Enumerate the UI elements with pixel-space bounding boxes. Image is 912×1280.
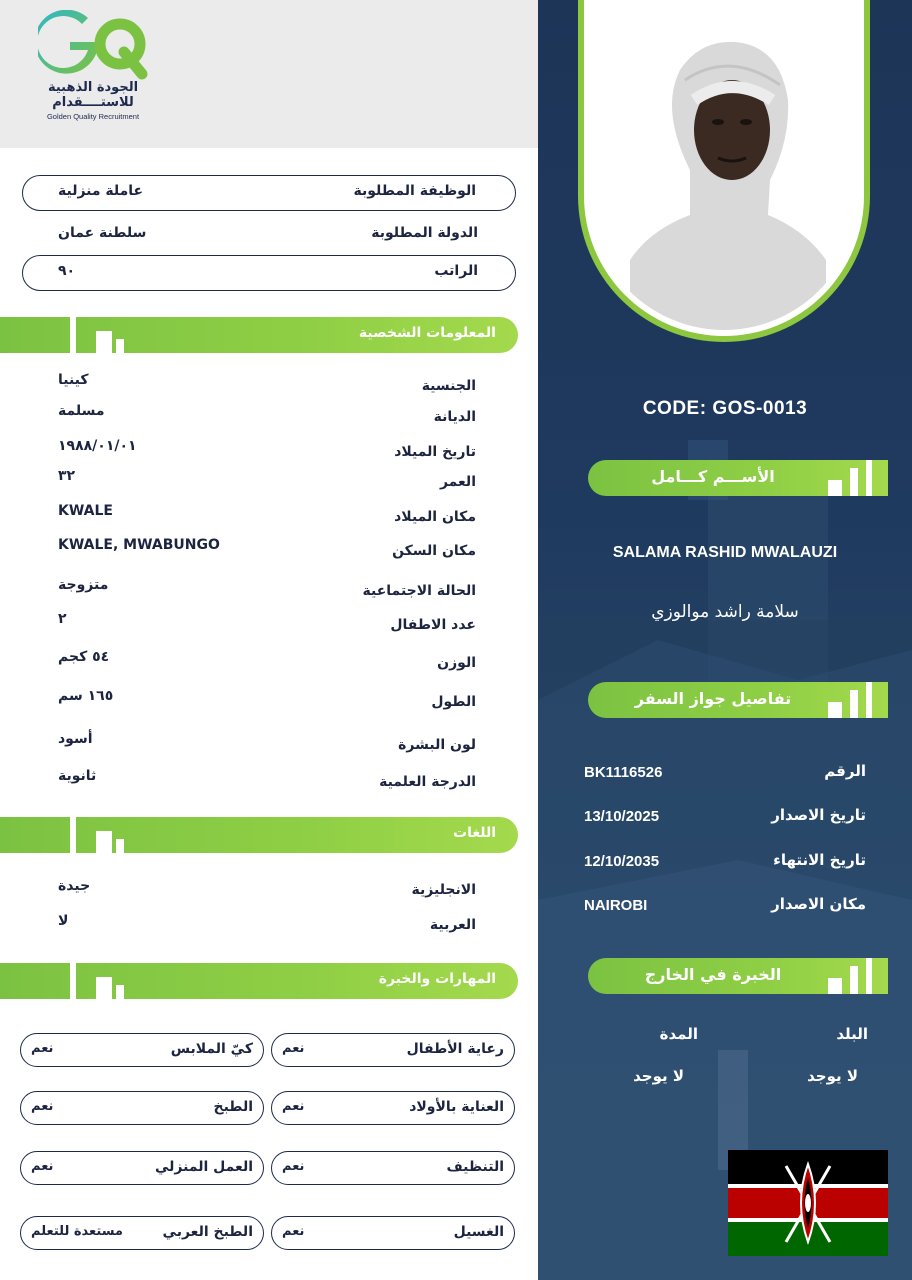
full-name-arabic: سلامة راشد موالوزي xyxy=(651,602,799,622)
bar-stripes-decoration xyxy=(70,963,130,999)
skill-label: التنظيف xyxy=(446,1159,504,1175)
personal-row-value: ١٩٨٨/٠١/٠١ xyxy=(58,438,137,454)
person-photo-icon xyxy=(590,0,858,330)
personal-row-label: مكان السكن xyxy=(392,543,476,559)
full-name-title: الأســـم كـــامل xyxy=(651,467,775,486)
personal-row-label: الدرجة العلمية xyxy=(379,774,476,790)
skill-item xyxy=(271,1033,515,1067)
languages-title: اللغات xyxy=(453,825,496,841)
skill-label: العناية بالأولاد xyxy=(409,1099,504,1115)
skill-label: كيّ الملابس xyxy=(170,1041,253,1057)
logo-arabic-line1: الجودة الذهبية xyxy=(47,80,139,95)
personal-row-label: العمر xyxy=(439,474,476,490)
experience-country-value: لا يوجد xyxy=(807,1067,858,1085)
experience-country-header: البلد xyxy=(836,1025,868,1043)
personal-row-label: الطول xyxy=(431,694,476,710)
passport-row-value: 13/10/2025 xyxy=(584,808,660,825)
passport-row-label: تاريخ الانتهاء xyxy=(773,851,866,869)
experience-title: الخبرة في الخارج xyxy=(644,965,782,984)
skill-value: نعم xyxy=(31,1041,54,1056)
salary-value: ٩٠ xyxy=(58,263,76,279)
personal-row-label: الحالة الاجتماعية xyxy=(362,583,476,599)
skill-item xyxy=(20,1033,264,1067)
skill-item xyxy=(20,1216,264,1250)
personal-row-value: KWALE xyxy=(58,503,113,519)
skill-label: الطبخ العربي xyxy=(162,1224,253,1240)
personal-row-value: ١٦٥ سم xyxy=(58,688,114,704)
cv-right-column xyxy=(538,0,912,1280)
job-position-value: عاملة منزلية xyxy=(58,183,144,199)
logo-header xyxy=(0,0,538,148)
passport-header xyxy=(588,682,888,718)
job-country-value: سلطنة عمان xyxy=(58,225,147,241)
skill-value: نعم xyxy=(282,1041,305,1056)
gq-logo-icon xyxy=(38,10,148,80)
personal-row-value: ٣٢ xyxy=(58,468,76,484)
kenya-flag-icon xyxy=(728,1150,888,1256)
personal-row-label: الجنسية xyxy=(421,378,476,394)
skills-title: المهارات والخبرة xyxy=(378,971,496,987)
company-logo xyxy=(28,10,158,121)
languages-header xyxy=(0,817,518,853)
skill-value: نعم xyxy=(282,1099,305,1114)
job-position-label: الوظيفة المطلوبة xyxy=(353,183,476,199)
personal-info-title: المعلومات الشخصية xyxy=(358,325,496,341)
language-row-value: لا xyxy=(58,913,69,929)
profile-photo-frame xyxy=(578,0,870,342)
personal-row-value: كينيا xyxy=(58,372,89,388)
skills-header xyxy=(0,963,518,999)
passport-row-value: NAIROBI xyxy=(584,897,648,914)
experience-duration-value: لا يوجد xyxy=(633,1067,684,1085)
personal-row-value: ثانوية xyxy=(58,768,97,784)
language-row-value: جيدة xyxy=(58,878,91,894)
profile-photo xyxy=(590,0,858,330)
skill-value: نعم xyxy=(31,1099,54,1114)
experience-header xyxy=(588,958,888,994)
passport-row-label: تاريخ الاصدار xyxy=(771,806,866,824)
personal-row-label: الوزن xyxy=(437,655,476,671)
personal-row-value: مسلمة xyxy=(58,403,105,419)
job-country-label: الدولة المطلوبة xyxy=(371,225,478,241)
skill-value: نعم xyxy=(282,1224,305,1239)
personal-info-header xyxy=(0,317,518,353)
skill-item xyxy=(271,1151,515,1185)
experience-duration-header: المدة xyxy=(659,1025,698,1043)
logo-arabic-line2: للاستــــقدام xyxy=(52,95,134,110)
personal-row-label: لون البشرة xyxy=(398,737,476,753)
language-row-label: العربية xyxy=(429,917,476,933)
personal-row-value: ٢ xyxy=(58,611,67,627)
skill-item xyxy=(20,1091,264,1125)
skill-label: رعاية الأطفال xyxy=(406,1041,504,1057)
personal-row-label: الديانة xyxy=(433,409,476,425)
skill-value: نعم xyxy=(31,1159,54,1174)
skill-label: الغسيل xyxy=(453,1224,504,1240)
salary-label: الراتب xyxy=(434,263,478,279)
cv-code: CODE: GOS-0013 xyxy=(642,398,808,419)
personal-row-value: أسود xyxy=(58,731,93,747)
skill-item xyxy=(271,1216,515,1250)
personal-row-label: عدد الاطفال xyxy=(390,617,476,633)
full-name-english: SALAMA RASHID MWALAUZI xyxy=(612,544,838,561)
bar-stripes-decoration xyxy=(826,958,888,994)
skill-value: مستعدة للتعلم xyxy=(31,1224,123,1239)
passport-row-value: 12/10/2035 xyxy=(584,853,660,870)
personal-row-label: مكان الميلاد xyxy=(394,509,476,525)
skill-item xyxy=(271,1091,515,1125)
passport-row-label: الرقم xyxy=(824,762,866,780)
personal-row-value: ٥٤ كجم xyxy=(58,649,110,665)
bar-stripes-decoration xyxy=(826,682,888,718)
passport-row-label: مكان الاصدار xyxy=(771,895,866,913)
logo-english-name: Golden Quality Recruitment xyxy=(46,112,140,121)
bar-stripes-decoration xyxy=(826,460,888,496)
full-name-header xyxy=(588,460,888,496)
passport-title: تفاصيل جواز السفر xyxy=(634,689,792,708)
skill-label: الطبخ xyxy=(213,1099,253,1115)
skill-item xyxy=(20,1151,264,1185)
skill-value: نعم xyxy=(282,1159,305,1174)
skill-label: العمل المنزلي xyxy=(155,1159,253,1175)
passport-row-value: BK1116526 xyxy=(584,764,663,781)
personal-row-value: KWALE, MWABUNGO xyxy=(58,537,220,553)
bar-stripes-decoration xyxy=(70,317,130,353)
personal-row-value: متزوجة xyxy=(58,577,109,593)
bar-stripes-decoration xyxy=(70,817,130,853)
personal-row-label: تاريخ الميلاد xyxy=(394,444,476,460)
language-row-label: الانجليزية xyxy=(411,882,476,898)
